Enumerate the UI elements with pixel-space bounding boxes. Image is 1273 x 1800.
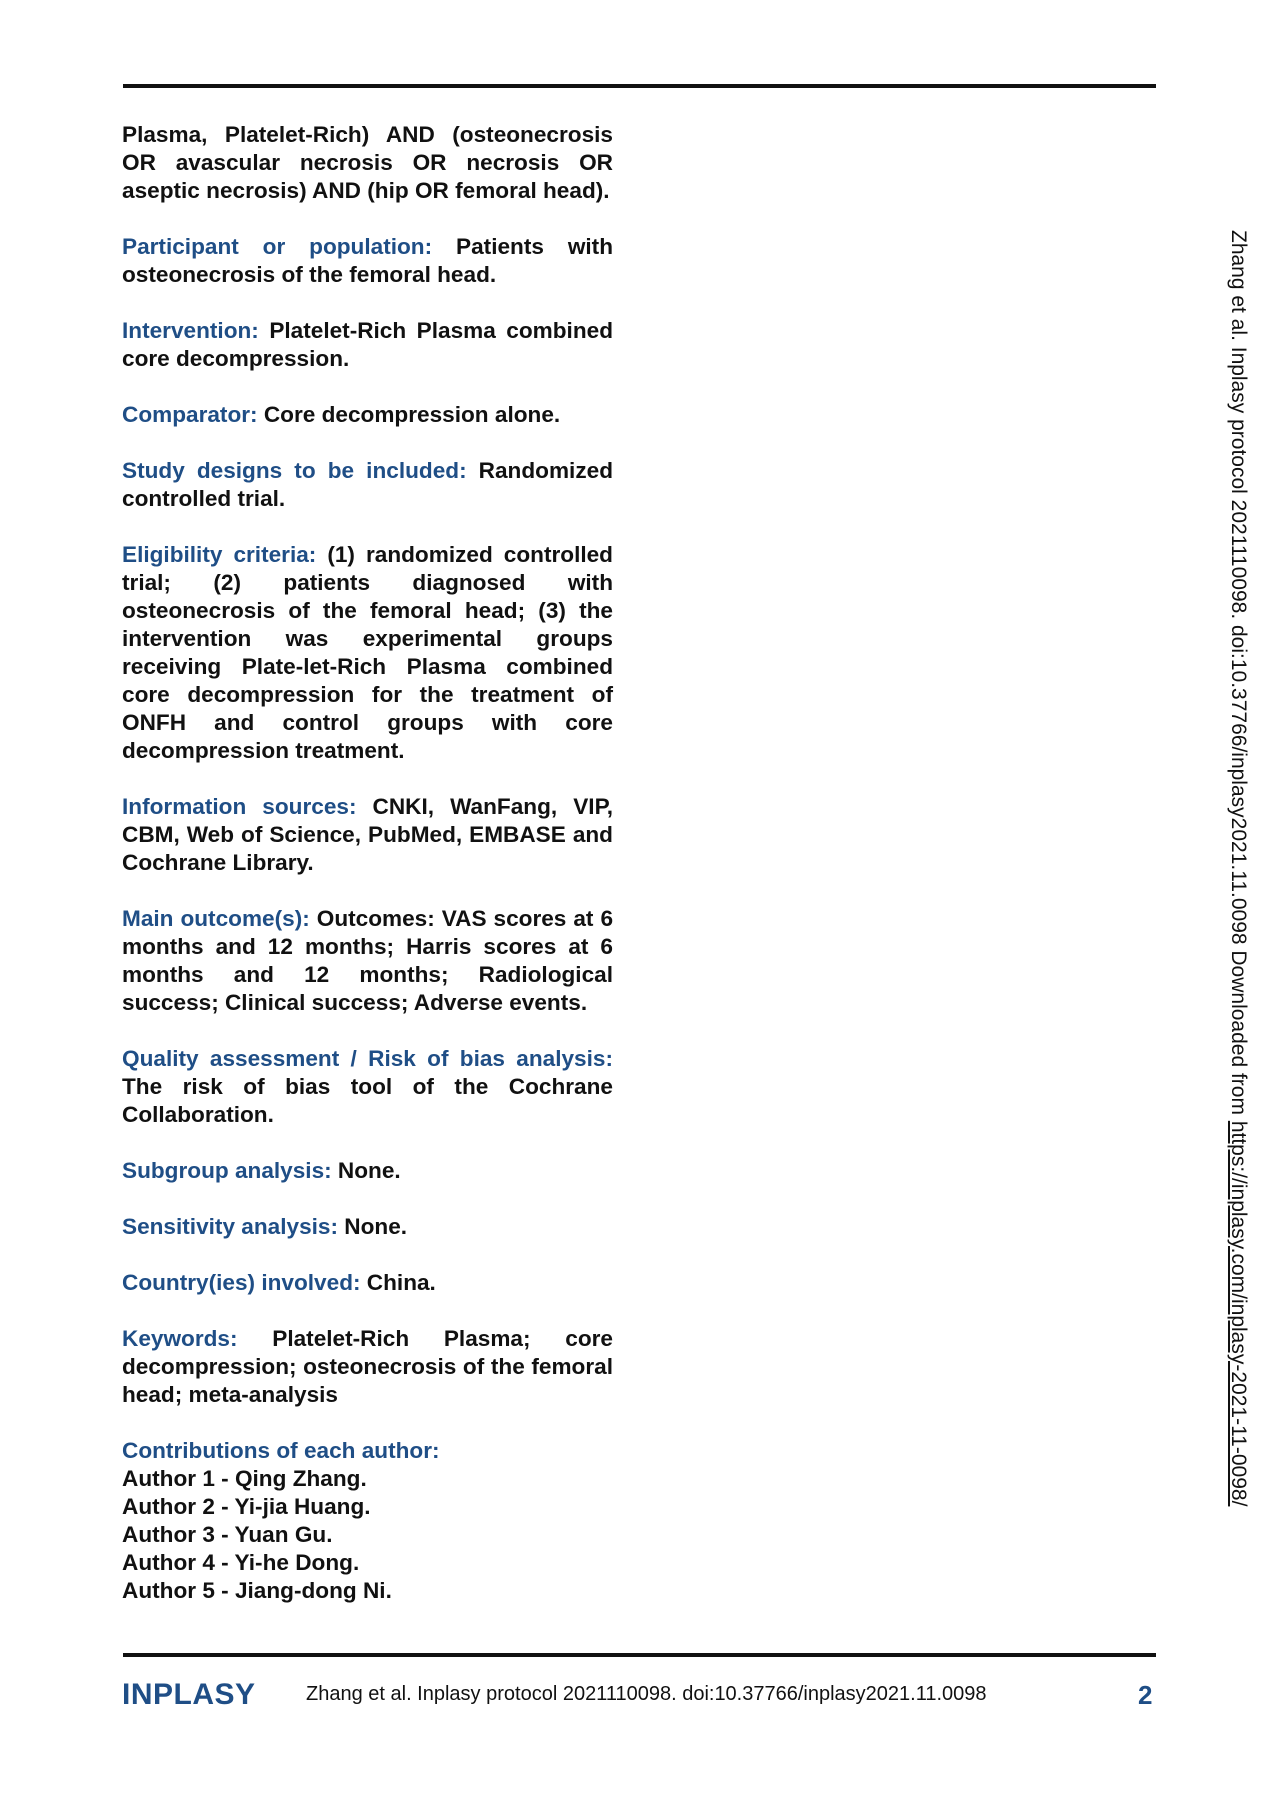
section-label: Sensitivity analysis: [122, 1214, 338, 1239]
section-label: Main outcome(s): [122, 906, 310, 931]
section-label: Comparator: [122, 402, 258, 427]
section-text: Core decompression alone. [257, 402, 561, 427]
section-text: (1) randomized controlled trial; (2) patients diagnosed with osteonecrosis of the femoral head; (3) the intervention was experimental groups receiving Plate-let-Rich Plasma combined core decompression for the treatment of ONFH and control groups with core decompression treatment. [122, 542, 613, 763]
quality-assessment-section [122, 1045, 613, 1129]
section-text: Randomized controlled trial. [122, 458, 613, 511]
download-note-text: Zhang et al. Inplasy protocol 2021110098. doi:10.37766/inplasy2021.11.0098 Downloaded from [1227, 230, 1250, 1121]
section-text: None. [338, 1214, 408, 1239]
section-text: Plasma, Platelet-Rich) AND (osteonecrosis OR avascular necrosis OR necrosis OR aseptic necrosis) AND (hip OR femoral head). [122, 122, 613, 203]
footer-brand-logo: INPLASY [122, 1678, 256, 1711]
section-text: Platelet-Rich Plasma; core decompression; osteonecrosis of the femoral head; meta-analysis [122, 1326, 613, 1407]
author-line: Author 2 - Yi-jia Huang. [122, 1494, 371, 1519]
author-line: Author 3 - Yuan Gu. [122, 1522, 333, 1547]
section-text: The risk of bias tool of the Cochrane Collaboration. [122, 1074, 613, 1127]
section-text: Patients with osteonecrosis of the femoral head. [122, 234, 614, 287]
section-label: Subgroup analysis: [122, 1158, 332, 1183]
intervention-section [122, 317, 613, 373]
participant-section [122, 233, 613, 289]
author-line: Author 4 - Yi-he Dong. [122, 1550, 360, 1575]
section-text: None. [331, 1158, 401, 1183]
information-sources-section [122, 793, 613, 877]
contributions-section [122, 1437, 613, 1605]
download-link[interactable]: https://inplasy.com/inplasy-2021-11-0098/ [1227, 1120, 1250, 1507]
main-column [122, 121, 613, 1633]
section-label: Contributions of each author: [122, 1438, 440, 1463]
section-text: Platelet-Rich Plasma combined core decompression. [122, 318, 613, 371]
keywords-section [122, 1325, 613, 1409]
countries-section [122, 1269, 613, 1297]
footer-rule [123, 1653, 1156, 1657]
study-designs-section [122, 457, 613, 513]
author-line: Author 1 - Qing Zhang. [122, 1466, 367, 1491]
eligibility-section [122, 541, 613, 765]
footer-citation: Zhang et al. Inplasy protocol 2021110098. doi:10.37766/inplasy2021.11.0098 [306, 1683, 987, 1705]
section-text: China. [360, 1270, 436, 1295]
header-rule [123, 84, 1156, 88]
section-text: Outcomes: VAS scores at 6 months and 12 months; Harris scores at 6 months and 12 months; Radiological success; Clinical success; Adverse events. [122, 906, 614, 1015]
comparator-section [122, 401, 613, 429]
author-line: Author 5 - Jiang-dong Ni. [122, 1578, 392, 1603]
section-label: Quality assessment / Risk of bias analysis: [122, 1046, 613, 1071]
section-label: Intervention: [122, 318, 259, 343]
sensitivity-analysis-section [122, 1213, 613, 1241]
section-text: CNKI, WanFang, VIP, CBM, Web of Science, PubMed, EMBASE and Cochrane Library. [122, 794, 613, 875]
section-label: Country(ies) involved: [122, 1270, 361, 1295]
download-note [1226, 230, 1250, 1506]
section-label: Keywords: [122, 1326, 238, 1351]
main-outcomes-section [122, 905, 613, 1017]
page-number: 2 [1138, 1680, 1153, 1710]
section-label: Study designs to be included: [122, 458, 467, 483]
section-label: Information sources: [122, 794, 357, 819]
section-label: Eligibility criteria: [122, 542, 317, 567]
search-strategy-continued [122, 121, 613, 205]
subgroup-analysis-section [122, 1157, 613, 1185]
section-label: Participant or population: [122, 234, 433, 259]
